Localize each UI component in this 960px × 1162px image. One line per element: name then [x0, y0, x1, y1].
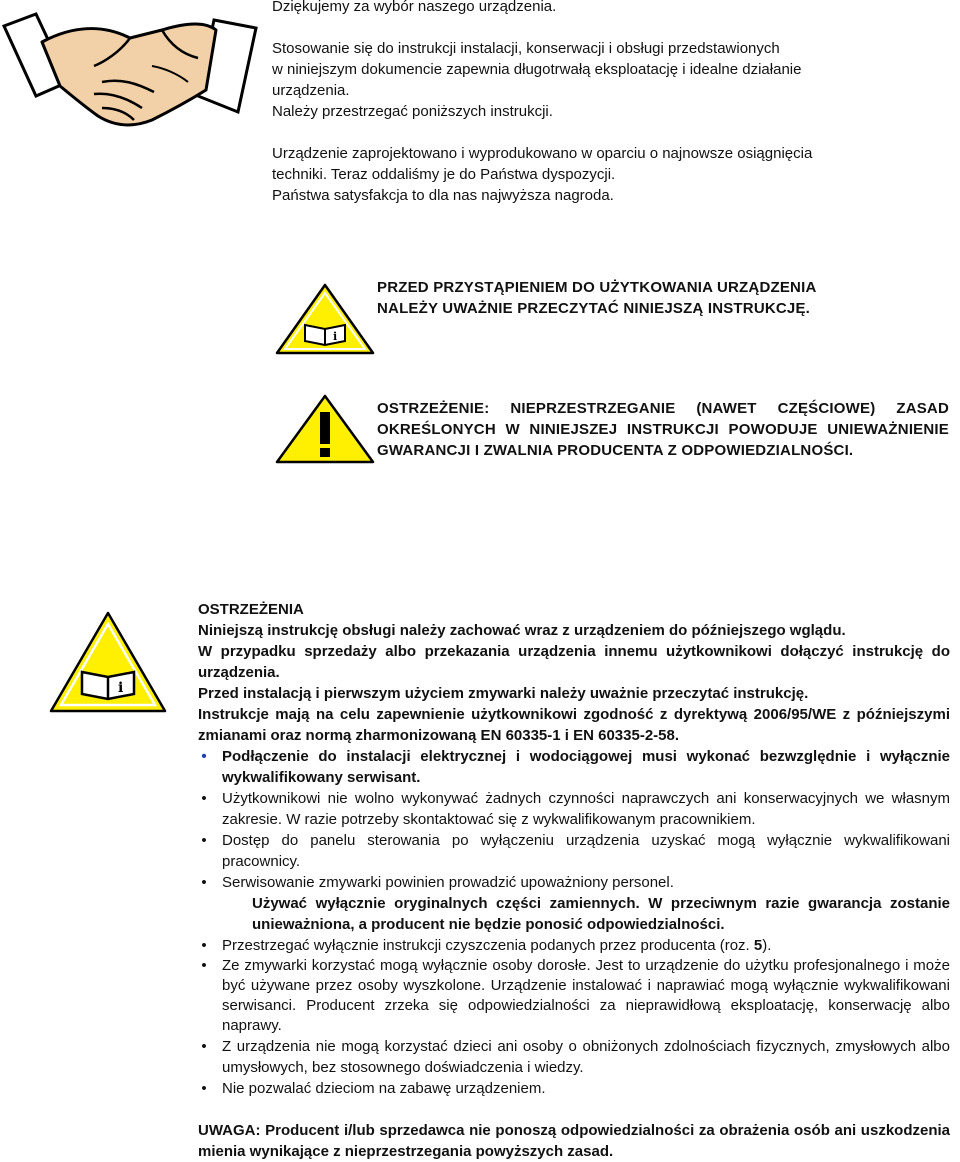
list-item-text: Nie pozwalać dzieciom na zabawę urządzeniem.	[222, 1080, 546, 1097]
handshake-icon	[2, 8, 260, 130]
warnings-sub-paragraph: Używać wyłącznie oryginalnych części zamiennych. W przeciwnym razie gwarancja zostanie unieważniona, a producent nie będzie ponosić odpowiedzialności.	[252, 895, 950, 933]
bullet-icon: •	[201, 1080, 207, 1097]
intro-line: techniki. Teraz oddaliśmy je do Państwa dyspozycji.	[272, 166, 616, 183]
list-item	[198, 872, 950, 893]
intro-line: Należy przestrzegać poniższych instrukcji.	[272, 103, 553, 120]
list-item	[198, 746, 950, 788]
list-item-text: Z urządzenia nie mogą korzystać dzieci ani osoby o obniżonych zdolnościach fizycznych, zmysłowych albo umysłowych, bez stosownego doświadczenia i wiedzy.	[222, 1038, 950, 1076]
list-item-text: Przestrzegać wyłącznie instrukcji czyszczenia podanych przez producenta (roz.	[222, 937, 754, 954]
bullet-icon: •	[201, 957, 207, 974]
warning-triangle-icon	[275, 394, 375, 464]
warnings-list	[198, 746, 950, 893]
list-item-text: Dostęp do panelu sterowania po wyłączeniu urządzenia uzyskać mogą wyłącznie wykwalifikowani pracownicy.	[222, 832, 950, 870]
bullet-icon: •	[201, 832, 207, 849]
svg-text:i: i	[118, 680, 124, 696]
intro-paragraph-2	[272, 38, 932, 122]
warnings-list	[198, 935, 950, 1099]
warnings-paragraph: Przed instalacją i pierwszym użyciem zmywarki należy uważnie przeczytać instrukcję.	[198, 685, 809, 702]
list-item-text: Ze zmywarki korzystać mogą wyłącznie osoby dorosłe. Jest to urządzenie do użytku profesjonalnego i może być używane przez osoby wyszkolone. Urządzenie instalować i naprawiać mogą wyłącznie wykwalifikowani serwisanci. Producent zrzeka się odpowiedzialności za nieprawidłową eksploatację, konserwację albo naprawy.	[222, 957, 950, 1034]
bullet-icon: •	[201, 1038, 207, 1055]
read-manual-line: NALEŻY UWAŻNIE PRZECZYTAĆ NINIEJSZĄ INSTRUKCJĘ.	[377, 300, 811, 317]
list-item	[198, 830, 950, 872]
bullet-icon: •	[201, 748, 207, 765]
list-item-text: Podłączenie do instalacji elektrycznej i wodociągowej musi wykonać bezwzględnie i wyłącznie wykwalifikowany serwisant.	[222, 748, 950, 786]
intro-thanks: Dziękujemy za wybór naszego urządzenia.	[272, 0, 557, 15]
bullet-icon: •	[201, 874, 207, 891]
warnings-paragraph: W przypadku sprzedaży albo przekazania urządzenia innemu użytkownikowi dołączyć instrukcję do urządzenia.	[198, 643, 950, 681]
intro-line: Państwa satysfakcja to dla nas najwyższa nagroda.	[272, 187, 614, 204]
uwaga-notice: UWAGA: Producent i/lub sprzedawca nie ponoszą odpowiedzialności za obrażenia osób ani uszkodzenia mienia wynikające z nieprzestrzegania powyższych zasad.	[198, 1122, 950, 1160]
bullet-icon: •	[201, 790, 207, 807]
chapter-reference: 5	[753, 937, 763, 954]
intro-line: Urządzenie zaprojektowano i wyprodukowano w oparciu o najnowsze osiągnięcia	[272, 145, 813, 162]
bullet-icon: •	[201, 937, 207, 954]
list-item-text: Użytkownikowi nie wolno wykonywać żadnych czynności naprawczych ani konserwacyjnych we własnym zakresie. W razie potrzeby skontaktować się z wykwalifikowanym pracownikiem.	[222, 790, 950, 828]
list-item-text: Serwisowanie zmywarki powinien prowadzić upoważniony personel.	[222, 874, 674, 891]
read-manual-notice	[377, 277, 937, 319]
warnings-paragraph: Instrukcje mają na celu zapewnienie użytkownikowi zgodność z dyrektywą 2006/95/WE z późniejszymi zmianami oraz normą zharmonizowaną EN 60335-1 i EN 60335-2-58.	[198, 706, 950, 744]
warnings-paragraph: Niniejszą instrukcję obsługi należy zachować wraz z urządzeniem do późniejszego wglądu.	[198, 622, 846, 639]
read-manual-line: PRZED PRZYSTĄPIENIEM DO UŻYTKOWANIA URZĄDZENIA	[377, 279, 817, 296]
intro-line: Stosowanie się do instrukcji instalacji, konserwacji i obsługi przedstawionych	[272, 40, 780, 57]
warnings-section	[198, 599, 950, 1162]
read-manual-icon	[48, 610, 168, 715]
warnings-heading: OSTRZEŻENIA	[198, 601, 304, 618]
list-item	[198, 1078, 950, 1099]
intro-paragraph-3	[272, 143, 932, 206]
list-item	[198, 788, 950, 830]
list-item-text: ).	[762, 937, 772, 954]
list-item	[198, 956, 950, 1036]
svg-text:i: i	[333, 330, 338, 343]
intro-section	[272, 0, 932, 227]
list-item	[198, 935, 950, 956]
warning-notice: OSTRZEŻENIE: NIEPRZESTRZEGANIE (NAWET CZĘŚCIOWE) ZASAD OKREŚLONYCH W NINIEJSZEJ INSTRUKCJI POWODUJE UNIEWAŻNIENIE GWARANCJI I ZWALNIA PRODUCENTA Z ODPOWIEDZIALNOŚCI.	[377, 400, 949, 459]
list-item	[198, 1036, 950, 1078]
intro-line: w niniejszym dokumencie zapewnia długotrwałą eksploatację i idealne działanie	[272, 61, 802, 78]
read-manual-icon	[275, 283, 375, 355]
intro-line: urządzenia.	[272, 82, 350, 99]
